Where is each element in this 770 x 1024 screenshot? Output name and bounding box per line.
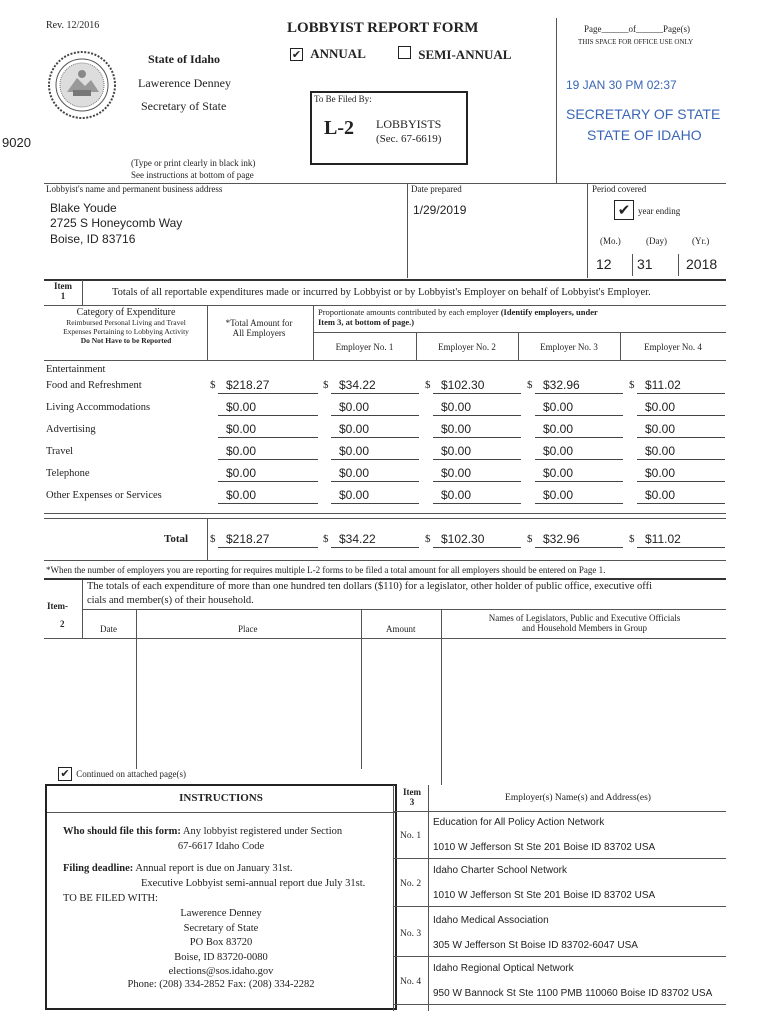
- lobbyist-name[interactable]: Blake Youde: [50, 201, 117, 215]
- amount-underline: [535, 481, 623, 482]
- continued-checkbox[interactable]: ✔: [58, 767, 72, 781]
- employer-address[interactable]: 950 W Bannock St Ste 1100 PMB 110060 Boise ID 83702 USA: [433, 988, 713, 999]
- period-year[interactable]: 2018: [686, 256, 718, 272]
- expenditure-amount[interactable]: $0.00: [441, 488, 472, 502]
- who-should-file: Who should file this form: Any lobbyist registered under Section: [63, 826, 343, 837]
- total-underline: [433, 547, 521, 548]
- item3-label: Item 3: [403, 787, 421, 807]
- expenditure-amount[interactable]: $0.00: [226, 488, 257, 502]
- total-amount[interactable]: $218.27: [226, 532, 270, 546]
- expenditure-amount[interactable]: $0.00: [543, 422, 574, 436]
- filing-deadline: Filing deadline: Annual report is due on January 31st.: [63, 863, 293, 874]
- amount-underline: [331, 415, 419, 416]
- idaho-state-seal: [47, 50, 117, 120]
- official-title: Secretary of State: [141, 99, 227, 113]
- amount-underline: [218, 481, 318, 482]
- semi-annual-label: SEMI-ANNUAL: [418, 47, 512, 62]
- file-with-label: TO BE FILED WITH:: [63, 893, 158, 904]
- amount-underline: [433, 437, 521, 438]
- employer-header-1: Employer No. 1: [335, 342, 394, 352]
- instructions-title: INSTRUCTIONS: [179, 792, 263, 804]
- received-stamp-date: 19 JAN 30 PM 02:37: [566, 78, 677, 92]
- amount-underline: [637, 481, 725, 482]
- lobbyist-street[interactable]: 2725 S Honeycomb Way: [50, 216, 183, 230]
- form-title: LOBBYIST REPORT FORM: [287, 20, 479, 36]
- expenditure-amount[interactable]: $32.96: [543, 378, 580, 392]
- amount-underline: [433, 481, 521, 482]
- expenditure-amount[interactable]: $0.00: [441, 444, 472, 458]
- total-dollar-sign: $: [425, 533, 431, 545]
- total-amount[interactable]: $32.96: [543, 532, 580, 546]
- dollar-sign: $: [323, 379, 329, 391]
- amount-underline: [433, 393, 521, 394]
- amount-underline: [637, 437, 725, 438]
- expenditure-amount[interactable]: $11.02: [645, 378, 681, 392]
- employer-divider: [393, 1004, 726, 1005]
- col-date: Date: [100, 624, 117, 634]
- dollar-sign: $: [210, 379, 216, 391]
- employer-number: No. 1: [400, 831, 422, 841]
- date-prepared-value[interactable]: 1/29/2019: [413, 203, 467, 217]
- item2-label: Item-: [47, 601, 68, 611]
- state-name: State of Idaho: [148, 52, 221, 66]
- total-label: Total: [164, 533, 189, 545]
- amount-underline: [535, 437, 623, 438]
- filed-by-label: To Be Filed By:: [314, 94, 372, 104]
- expenditure-amount[interactable]: $0.00: [226, 422, 257, 436]
- item2-text-2: cials and member(s) of their household.: [87, 595, 254, 606]
- amount-underline: [218, 503, 318, 504]
- semi-annual-option[interactable]: [398, 46, 511, 63]
- form-for: LOBBYISTS: [376, 117, 442, 131]
- year-ending-label: year ending: [638, 206, 681, 216]
- amount-underline: [637, 415, 725, 416]
- col-names: Names of Legislators, Public and Executive Officials and Household Members in Group: [488, 613, 681, 633]
- employer-divider: [393, 956, 726, 957]
- amount-underline: [331, 503, 419, 504]
- expenditure-amount[interactable]: $0.00: [226, 466, 257, 480]
- expenditure-amount[interactable]: $0.00: [645, 466, 676, 480]
- amount-underline: [331, 459, 419, 460]
- expenditure-amount[interactable]: $0.00: [543, 444, 574, 458]
- total-underline: [535, 547, 623, 548]
- col-amount: Amount: [386, 624, 416, 634]
- amount-underline: [218, 393, 318, 394]
- semi-annual-checkbox[interactable]: [398, 46, 411, 59]
- year-label: (Yr.): [692, 236, 710, 246]
- item1-title: Totals of all reportable expenditures made or incurred by Lobbyist or by Lobbyist's Employer on behalf of Lobbyist's Employer.: [112, 287, 651, 298]
- employer-divider: [393, 858, 726, 859]
- ink-note: (Type or print clearly in black ink): [131, 158, 256, 168]
- employer-header-2: Employer No. 2: [438, 342, 496, 352]
- employer-address[interactable]: 1010 W Jefferson St Ste 201 Boise ID 83702 USA: [433, 842, 656, 853]
- amount-underline: [535, 415, 623, 416]
- category-header: Category of Expenditure Reimbursed Personal Living and Travel Expenses Pertaining to Lobbying Activity Do Not Have to be Reported: [63, 307, 189, 345]
- category-label: Telephone: [46, 468, 90, 479]
- employer-address[interactable]: 1010 W Jefferson St Ste 201 Boise ID 83702 USA: [433, 890, 656, 901]
- total-amount-header: *Total Amount for All Employers: [225, 318, 293, 338]
- total-underline: [637, 547, 725, 548]
- employer-name[interactable]: Idaho Medical Association: [433, 915, 549, 926]
- filed-by-box: [310, 91, 468, 165]
- annual-checkbox[interactable]: ✔: [291, 48, 302, 61]
- revision-label: Rev. 12/2016: [46, 20, 100, 31]
- continued-option[interactable]: [58, 767, 186, 781]
- amount-underline: [433, 415, 521, 416]
- proportionate-header: Proportionate amounts contributed by each employer (Identify employers, under Item 3, at bottom of page.): [318, 307, 598, 327]
- total-dollar-sign: $: [527, 533, 533, 545]
- col-place: Place: [238, 624, 258, 634]
- total-amount[interactable]: $102.30: [441, 532, 485, 546]
- amount-underline: [535, 503, 623, 504]
- amount-underline: [218, 415, 318, 416]
- total-dollar-sign: $: [210, 533, 216, 545]
- employer-name[interactable]: Idaho Charter School Network: [433, 865, 567, 876]
- amount-underline: [637, 503, 725, 504]
- amount-underline: [331, 481, 419, 482]
- total-underline: [218, 547, 318, 548]
- who-should-file-code: 67-6617 Idaho Code: [177, 841, 265, 852]
- expenditure-amount[interactable]: $0.00: [441, 400, 472, 414]
- period-month[interactable]: 12: [596, 256, 612, 272]
- employer-number: No. 4: [400, 977, 422, 987]
- expenditure-amount[interactable]: $0.00: [339, 488, 370, 502]
- amount-underline: [331, 393, 419, 394]
- lobbyist-city[interactable]: Boise, ID 83716: [50, 232, 136, 246]
- expenditure-amount[interactable]: $0.00: [226, 400, 257, 414]
- employer-header-3: Employer No. 3: [540, 342, 598, 352]
- amount-underline: [433, 459, 521, 460]
- category-group-label: Entertainment: [46, 364, 106, 375]
- amount-underline: [637, 393, 725, 394]
- item3-header: Employer(s) Name(s) and Address(es): [505, 793, 651, 803]
- amount-underline: [535, 393, 623, 394]
- expenditure-amount[interactable]: $0.00: [441, 466, 472, 480]
- category-label: Travel: [46, 446, 74, 457]
- expenditure-amount[interactable]: $102.30: [441, 378, 485, 392]
- elections-email[interactable]: elections@sos.idaho.gov: [168, 966, 274, 977]
- category-label: Advertising: [46, 424, 96, 435]
- expenditure-amount[interactable]: $0.00: [226, 444, 257, 458]
- expenditure-amount[interactable]: $34.22: [339, 378, 376, 392]
- expenditure-amount[interactable]: $0.00: [339, 400, 370, 414]
- expenditure-amount[interactable]: $0.00: [645, 400, 676, 414]
- item2-number: 2: [60, 619, 65, 629]
- employer-name[interactable]: Idaho Regional Optical Network: [433, 963, 574, 974]
- lobbyist-address-label: Lobbyist's name and permanent business address: [46, 184, 223, 194]
- day-label: (Day): [646, 236, 667, 246]
- expenditure-amount[interactable]: $0.00: [441, 422, 472, 436]
- received-stamp-office: SECRETARY OF STATE: [566, 106, 721, 122]
- dollar-sign: $: [527, 379, 533, 391]
- office-use-note: THIS SPACE FOR OFFICE USE ONLY: [578, 38, 694, 46]
- total-amount[interactable]: $11.02: [645, 532, 681, 546]
- employer-divider: [393, 906, 726, 907]
- category-label: Living Accommodations: [46, 402, 151, 413]
- total-dollar-sign: $: [323, 533, 329, 545]
- received-stamp-state: STATE OF IDAHO: [587, 127, 702, 143]
- expenditure-amount[interactable]: $0.00: [339, 422, 370, 436]
- instruction-note: See instructions at bottom of page: [131, 170, 254, 180]
- period-day[interactable]: 31: [637, 256, 653, 272]
- annual-option[interactable]: [290, 46, 366, 62]
- employer-number: No. 2: [400, 879, 422, 889]
- amount-underline: [218, 459, 318, 460]
- expenditure-amount[interactable]: $0.00: [339, 444, 370, 458]
- page-of-pages: Page______of______Page(s): [584, 24, 690, 34]
- category-label: Other Expenses or Services: [46, 490, 162, 501]
- amount-underline: [535, 459, 623, 460]
- employer-number: No. 3: [400, 929, 422, 939]
- form-code: L-2: [324, 117, 354, 139]
- dollar-sign: $: [425, 379, 431, 391]
- total-dollar-sign: $: [629, 533, 635, 545]
- item1-label: Item 1: [54, 281, 72, 301]
- year-ending-checkbox[interactable]: ✔: [614, 200, 634, 220]
- total-amount[interactable]: $34.22: [339, 532, 376, 546]
- amount-underline: [433, 503, 521, 504]
- expenditure-amount[interactable]: $0.00: [543, 466, 574, 480]
- filing-address: Lawerence Denney Secretary of State PO Box 83720 Boise, ID 83720-0080 elections@sos.idaho.gov: [47, 907, 395, 980]
- annual-label: ANNUAL: [310, 46, 366, 61]
- amount-underline: [218, 437, 318, 438]
- dollar-sign: $: [629, 379, 635, 391]
- expenditure-amount[interactable]: $0.00: [645, 422, 676, 436]
- amount-underline: [331, 437, 419, 438]
- month-label: (Mo.): [600, 236, 621, 246]
- filing-deadline-semi: Executive Lobbyist semi-annual report due July 31st.: [141, 878, 366, 889]
- employer-address[interactable]: 305 W Jefferson St Boise ID 83702-6047 USA: [433, 940, 638, 951]
- expenditure-amount[interactable]: $218.27: [226, 378, 270, 392]
- expenditure-amount[interactable]: $0.00: [339, 466, 370, 480]
- employer-header-4: Employer No. 4: [644, 342, 702, 352]
- amount-underline: [637, 459, 725, 460]
- employer-name[interactable]: Education for All Policy Action Network: [433, 817, 605, 828]
- continued-label: Continued on attached page(s): [76, 769, 186, 779]
- date-prepared-label: Date prepared: [411, 184, 462, 194]
- form-section: (Sec. 67-6619): [376, 133, 442, 145]
- expenditure-amount[interactable]: $0.00: [543, 488, 574, 502]
- expenditure-amount[interactable]: $0.00: [543, 400, 574, 414]
- category-label: Food and Refreshment: [46, 380, 142, 391]
- phone-fax: Phone: (208) 334-2852 Fax: (208) 334-2282: [127, 979, 315, 990]
- period-covered-label: Period covered: [592, 184, 647, 194]
- total-underline: [331, 547, 419, 548]
- expenditure-amount[interactable]: $0.00: [645, 444, 676, 458]
- instructions-box: [45, 784, 397, 1010]
- official-name: Lawerence Denney: [138, 76, 231, 90]
- margin-number: 9020: [2, 135, 31, 150]
- item2-text-1: The totals of each expenditure of more than one hundred ten dollars ($110) for a legislator, other holder of public office, executive offi: [87, 581, 653, 592]
- expenditure-amount[interactable]: $0.00: [645, 488, 676, 502]
- multiple-forms-footnote: *When the number of employers you are reporting for requires multiple L-2 forms to be filed a total amount for all employers should be entered on Page 1.: [46, 565, 606, 575]
